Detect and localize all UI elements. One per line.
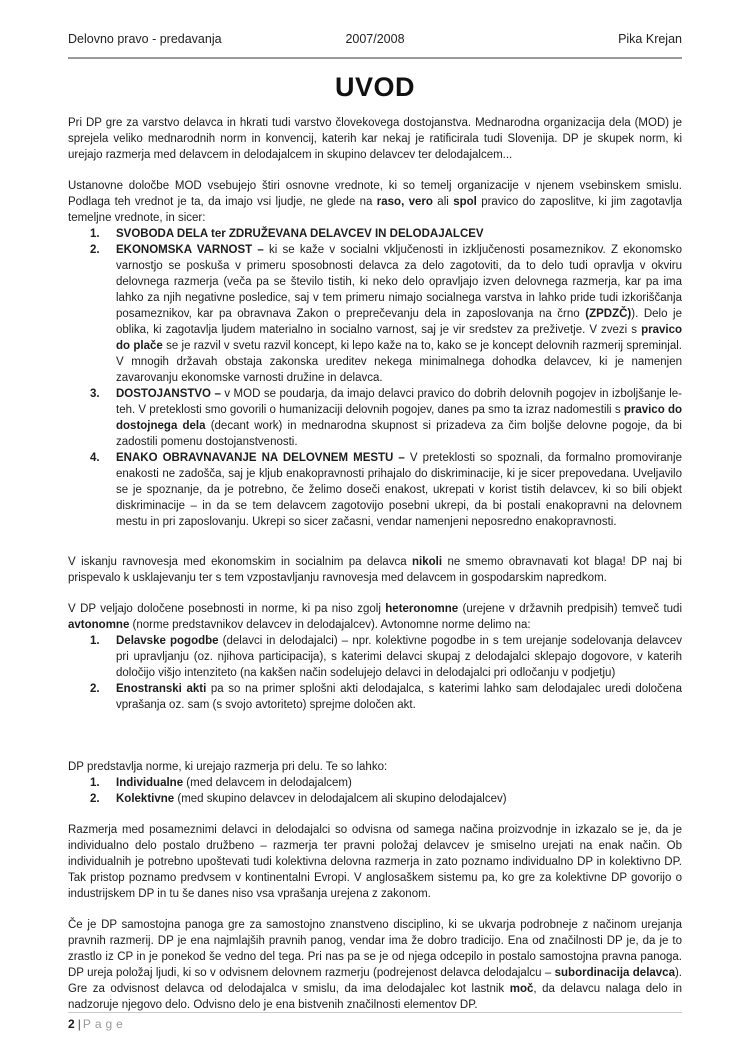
footer-page-label: Page [82, 1017, 127, 1031]
list-number: 2. [90, 683, 100, 695]
list-number: 2. [90, 793, 100, 805]
footer-separator: | [77, 1017, 81, 1031]
list-item-text: Kolektivne (med skupino delavcev in delodajalcem ali skupino delodajalcev) [116, 793, 507, 805]
list-item-text: Enostranski akti pa so na primer splošni akti delodajalca, s katerimi lahko sam delodajalec uredi določena vprašanja oz. sam (s svojo avtoriteto) sprejme določen akt. [116, 683, 682, 711]
page-header [68, 32, 682, 59]
list-number: 2. [90, 244, 100, 256]
list-item-text: Delavske pogodbe (delavci in delodajalci) – npr. kolektivne pogodbe in s tem urejanje sodelovanja delavcev pri upravljanju (oz. njihova participacija), s katerimi delavci skupaj z delodajalci sklepajo dogovore, v katerih določijo višjo intenziteto (na kakšen način sodelujejo delavci in delodajalci pri odločanju v podjetju) [116, 635, 682, 679]
paragraph-balance: V iskanju ravnovesja med ekonomskim in socialnim pa delavca nikoli ne smemo obravnavati kot blaga! DP naj bi prispevalo k usklajevanju ter s tem vzpostavljanju ravnovesja med delavcem in gospodarskim napredkom. [68, 556, 682, 584]
header-author-name: Pika Krejan [618, 32, 682, 46]
paragraph-values: Ustanovne določbe MOD vsebujejo štiri osnovne vrednote, ki so temelj organizacije v njenem vsebinskem smislu. Podlaga teh vrednot je ta, da imajo vsi ljudje, ne glede na raso, vero ali spol pravico do zaposlitve, ki jim zagotavlja temeljne vrednote, in sicer: [68, 180, 682, 224]
list-item [68, 681, 682, 713]
header-academic-year: 2007/2008 [345, 32, 405, 46]
list-item [68, 242, 682, 386]
paragraph-collective: Razmerja med posameznimi delavci in delodajalci so odvisna od samega načina proizvodnje in izkazalo se je, da je individualno delo postalo družbeno – razmerja ter pravni položaj delavcev je smiselno urejati na enak način. Ob individualnih je potrebno upoštevati tudi kolektivna delovna razmerja in zato poznamo individualno DP in kolektivno DP. Tak pristop poznamo predvsem v kontinentalni Evropi. V anglosaškem sistemu pa, ko gre za kolektivne DP govorijo o industrijskem DP in tu še danes niso vsa vprašanja urejena z zakonom. [68, 824, 682, 900]
list-item-text: ENAKO OBRAVNAVANJE NA DELOVNEM MESTU – V preteklosti so spoznali, da formalno promoviranje enakosti ne zadošča, saj je kljub enakopravnosti prihajalo do diskriminacije, ki je sicer prepovedana. Uveljavilo se je spoznanje, da je potrebno, če želimo doseči enakost, ukrepati v korist tistih delavcev, ki so bili objekt diskriminacije – in da se tem delavcem zagotovijo posebni ukrepi, da bi postali enakopravni na delovnem mestu in pri zaposlovanju. Ukrepi so sicer začasni, vendar namenjeni neposredno enakopravnosti. [116, 452, 682, 528]
list-item [68, 791, 682, 807]
page-footer [68, 1012, 682, 1031]
list-item [68, 633, 682, 681]
list-item-text: EKONOMSKA VARNOST – ki se kaže v socialni vključenosti in izključenosti posameznikov. Z ekonomsko varnostjo se poskuša v primeru sposobnosti delavca za delo zagotoviti, da to delo tudi opravlja v okviru delovnega razmerja (veča pa se število tistih, ki neko delo opravljajo izven delovnega razmerja, kar pa ima lahko za njih negativne posledice, saj v tem primeru nimajo socialnega varstva in lahko pride tudi izkoriščanja posameznikov, kar pa obravnava Zakon o preprečevanju dela in zaposlovanja na črno (ZPDZČ)). Delo je oblika, ki zagotavlja ljudem materialno in socialno varnost, saj je vir sredstev za preživetje. V zvezi s pravico do plače se je razvil v svetu razvil koncept, ki lepo kaže na to, kako se je koncept delovnih razmerij spreminjal. V mnogih državah obstaja zakonska ureditev nekega minimalnega dohodka delavcev, ki je namenjen zavarovanju ekonomske varnosti družine in delavca. [116, 244, 682, 384]
document-body [68, 115, 682, 1013]
list-number: 1. [90, 777, 100, 789]
list-item-text: Individualne (med delavcem in delodajalcem) [116, 777, 352, 789]
paragraph-norms: V DP veljajo določene posebnosti in norme, ki pa niso zgolj heteronomne (urejene v državnih predpisih) temveč tudi avtonomne (norme predstavnikov delavcev in delodajalcev). Avtonomne norme delimo na: [68, 603, 683, 631]
list-item [68, 450, 682, 530]
paragraph-relations: DP predstavlja norme, ki urejajo razmerja pri delu. Te so lahko: [68, 761, 388, 773]
list-number: 1. [90, 228, 100, 240]
header-course-title: Delovno pravo - predavanja [68, 32, 222, 46]
list-number: 4. [90, 452, 100, 464]
list-item [68, 226, 682, 242]
list-number: 1. [90, 635, 100, 647]
autonomous-norms-list [68, 633, 682, 713]
relations-list [68, 775, 682, 807]
values-list [68, 226, 682, 530]
list-item [68, 386, 682, 450]
list-item [68, 775, 682, 791]
page-number: 2 [68, 1017, 75, 1031]
list-number: 3. [90, 388, 100, 400]
list-item-text: SVOBODA DELA ter ZDRUŽEVANA DELAVCEV IN DELODAJALCEV [116, 228, 484, 240]
page-title: UVOD [334, 72, 415, 102]
paragraph-discipline: Če je DP samostojna panoga gre za samostojno znanstveno disciplino, ki se ukvarja podrobneje z načinom urejanja pravnih razmerij. DP je ena najmlajših pravnih panog, vendar ima že dobro tradicijo. Ena od značilnosti DP je, da je to zrastlo iz CP in je ponekod še vedno del tega. Pri nas pa se je od njega odcepilo in postalo samostojna pravna panoga. DP ureja položaj ljudi, ki so v odvisnem delovnem razmerju (podrejenost delavca delodajalcu – subordinacija delavca). Gre za odvisnost delavca od delodajalca v smislu, da ima delodajalec kot lastnik moč, da delavcu nalaga delo in nadzoruje njegovo delo. Odvisno delo je ena bistvenih značilnosti elementov DP. [68, 919, 683, 1011]
list-item-text: DOSTOJANSTVO – v MOD se poudarja, da imajo delavci pravico do dobrih delovnih pogojev in izboljšanje le-teh. V preteklosti smo govorili o humanizaciji delovnih pogojev, danes pa smo ta izraz nadomestili s pravico do dostojnega dela (decant work) in mednarodna skupnost si prizadeva za čim boljše delovne pogoje, da bi zadostili pomenu dostojanstvenosti. [116, 388, 682, 448]
paragraph-intro: Pri DP gre za varstvo delavca in hkrati tudi varstvo človekovega dostojanstva. Mednarodna organizacija dela (MOD) je sprejela veliko mednarodnih norm in konvencij, katerih kar nekaj je ratificirala tudi Slovenija. DP je skupek norm, ki urejajo razmerja med delavcem in delodajalcem in skupino delavcev ter delodajalcem... [68, 117, 682, 161]
